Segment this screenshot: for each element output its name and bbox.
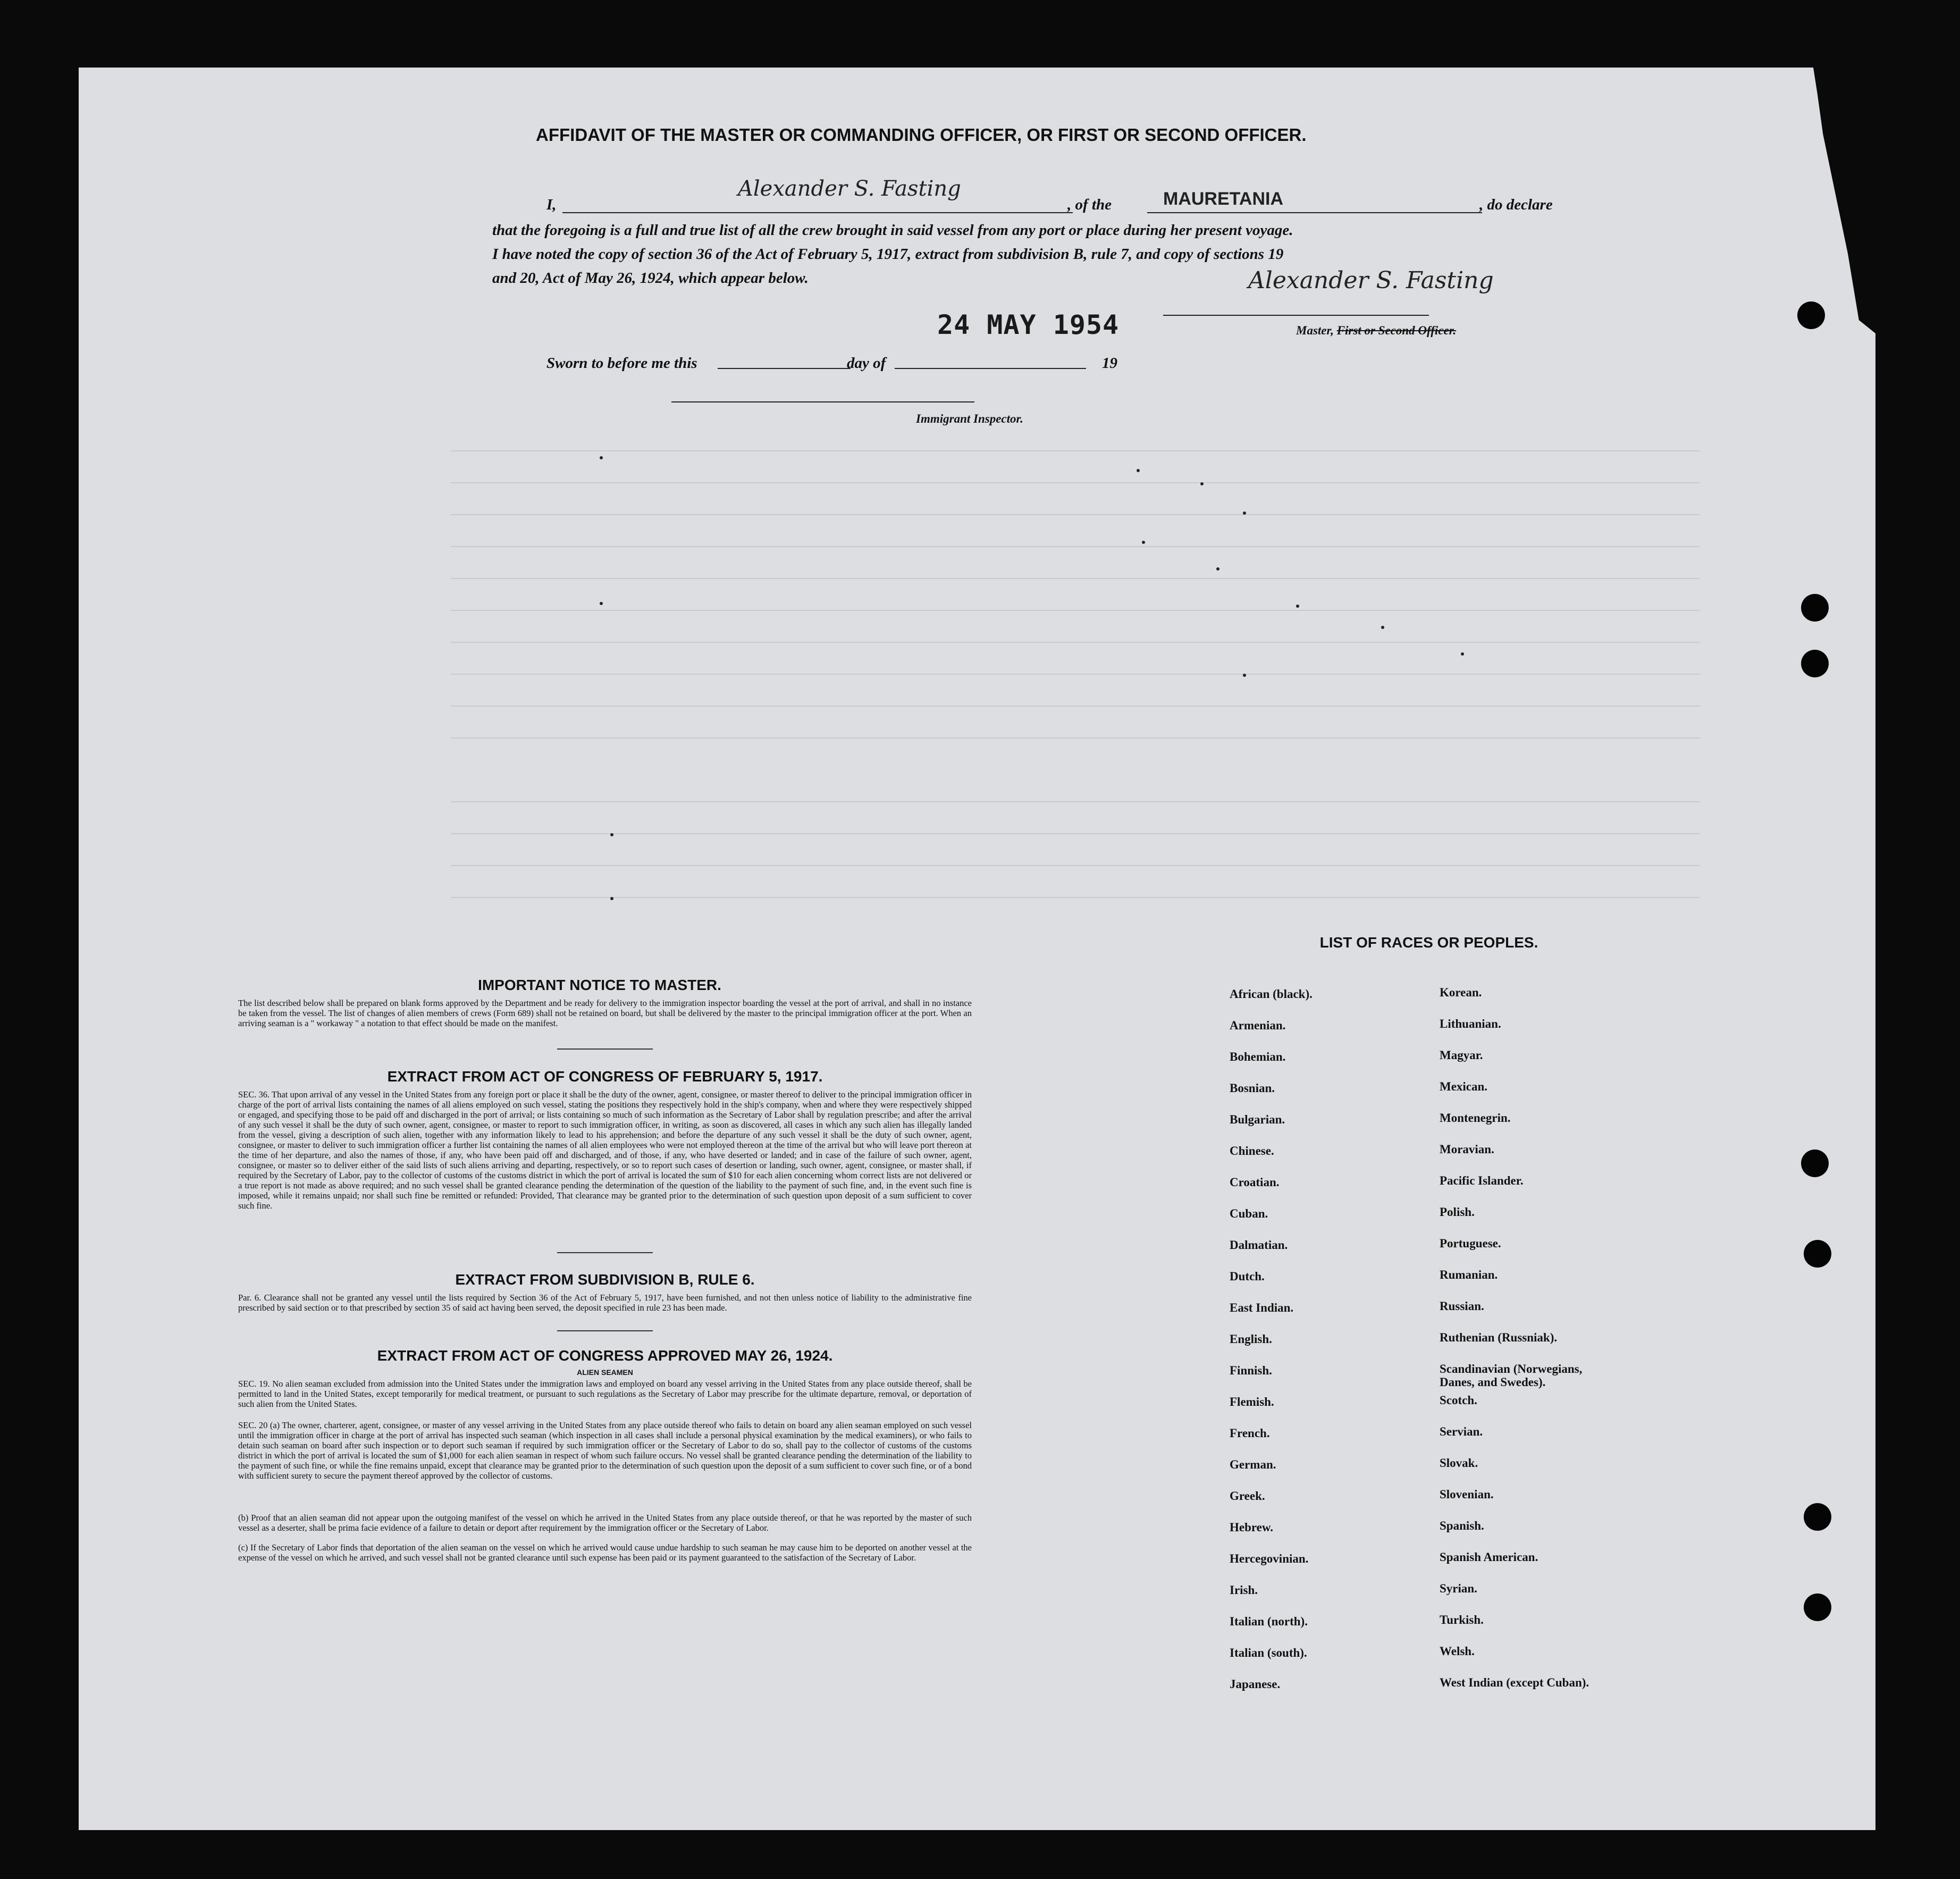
punch-hole	[1801, 650, 1829, 677]
punch-hole	[1804, 1240, 1831, 1268]
race-left-item: Greek.	[1230, 1489, 1265, 1503]
race-right-item: Rumanian.	[1440, 1268, 1498, 1281]
race-left-item: Cuban.	[1230, 1207, 1268, 1220]
extract-1924-sec20b: (b) Proof that an alien seaman did not appear upon the outgoing manifest of the vessel on which he arrived in the United States from any place outside thereof, or that he was reported by the master of such vessel as a deserter, shall be prima facie evidence of a failure to detain or deport after requirement by the immigration officer or the Secretary of Labor.	[238, 1513, 972, 1533]
race-right-item: Slovak.	[1440, 1456, 1478, 1470]
race-left-item: Irish.	[1230, 1583, 1258, 1597]
extract-1924-sec20a: SEC. 20 (a) The owner, charterer, agent, consignee, or master of any vessel arriving in the United States from any place outside thereof who fails to detain on board any alien seaman employed on such vessel until the immigration officer in charge at the port of arrival has inspected such seaman (which inspection in all cases shall include a personal physical examination by the medical examiners), or who fails to detain such seaman on board after such inspection or to deport such seaman if required by such immigration officer or the Secretary of Labor to do so, shall pay to the collector of customs of the customs district in which the port of arrival is located the sum of $1,000 for each alien seaman in respect of whom such failure occurs. No vessel shall be granted clearance pending the determination of the liability to the payment of such fine, or while the fine remains unpaid, except that clearance may be granted prior to the determination of such question upon the deposit of a sum sufficient to cover such fine, or of a bond with sufficient surety to secure the payment thereof approved by the collector of customs.	[238, 1420, 972, 1481]
date-stamp: 24 MAY 1954	[937, 309, 1120, 340]
race-left-item: Croatian.	[1230, 1176, 1280, 1189]
inspector-caption: Immigrant Inspector.	[916, 412, 1023, 425]
punch-hole	[1801, 594, 1829, 622]
race-left-item: French.	[1230, 1427, 1270, 1440]
race-left-item: Japanese.	[1230, 1677, 1281, 1691]
race-right-item: Spanish.	[1440, 1519, 1484, 1532]
race-left-item: Bosnian.	[1230, 1081, 1275, 1095]
declaration-line-2: that the foregoing is a full and true list of all the crew brought in said vessel from any port or place during her present voyage.	[492, 222, 1293, 239]
alien-seamen-subheading: ALIEN SEAMEN	[577, 1368, 633, 1377]
punch-hole	[1797, 301, 1825, 329]
declaration-line-3: I have noted the copy of section 36 of the Act of February 5, 1917, extract from subdivision B, rule 7, and copy of sections 19	[492, 246, 1284, 263]
race-left-item: Hebrew.	[1230, 1521, 1273, 1534]
punch-hole	[1804, 1503, 1831, 1531]
extract-1917-heading: EXTRACT FROM ACT OF CONGRESS OF FEBRUARY 5, 1917.	[387, 1068, 823, 1085]
race-right-item: Servian.	[1440, 1425, 1483, 1438]
signer-name: Alexander S. Fasting	[738, 177, 961, 201]
race-right-item: Syrian.	[1440, 1582, 1477, 1595]
race-right-item: Mexican.	[1440, 1080, 1488, 1093]
torn-corner	[1737, 68, 1875, 333]
subdivision-b-heading: EXTRACT FROM SUBDIVISION B, RULE 6.	[455, 1271, 755, 1288]
race-right-item: Lithuanian.	[1440, 1017, 1501, 1030]
race-left-item: Finnish.	[1230, 1364, 1272, 1377]
declaration-i: I,	[546, 196, 557, 213]
race-right-item: West Indian (except Cuban).	[1440, 1676, 1589, 1689]
declaration-line-4: and 20, Act of May 26, 1924, which appear below.	[492, 270, 809, 287]
race-right-item: Turkish.	[1440, 1613, 1484, 1626]
race-right-item: Ruthenian (Russniak).	[1440, 1331, 1558, 1344]
declaration-do-declare: , do declare	[1479, 196, 1553, 213]
extract-1917-text: SEC. 36. That upon arrival of any vessel in the United States from any foreign port or place it shall be the duty of the owner, agent, consignee, or master thereof to deliver to the principal immigration officer in charge of the port of arrival lists containing the names of all aliens employed on such vessel, stating the positions they respectively hold in the ship's company, when and where they were respectively shipped or engaged, and specifying those to be paid off and discharged in the port of arrival; or lists containing so much of such information as the Secretary of Labor shall by regulation prescribe; and after the arrival of any such vessel it shall be the duty of such owner, agent, consignee, or master to report to such immigration officer, in writing, as soon as discovered, all cases in which any such alien has illegally landed from the vessel, giving a description of such alien, together with any information likely to lead to his apprehension; and before the departure of any such vessel it shall be the duty of such owner, agent, consignee, or master to deliver to such immigration officer a further list containing the names of all alien employees who were not employed thereon at the time of the arrival but who will leave port thereon at the time of her departure, and also the names of those, if any, who have been paid off and discharged, and of those, if any, who have deserted or landed; and in case of the failure of such owner, agent, consignee, or master so to deliver either of the said lists of such aliens arriving and departing, respectively, or so to report such cases of desertion or landing, such owner, agent, consignee, or master shall, if required by the Secretary of Labor, pay to the collector of customs of the customs district in which the port of arrival is located the sum of $10 for each alien concerning whom correct lists are not delivered or a true report is not made as above required; and no such vessel shall be granted clearance pending the determination of the question of the liability to the payment of such fine, and, in the event such fine is imposed, while it remains unpaid; nor shall such fine be remitted or refunded: Provided, That clearance may be granted prior to the determination of such question upon deposit of a sum sufficient to cover such fine.	[238, 1089, 972, 1211]
race-left-item: Dutch.	[1230, 1270, 1265, 1283]
race-right-item: Montenegrin.	[1440, 1111, 1511, 1125]
punch-hole	[1801, 1150, 1829, 1177]
master-signature: Alexander S. Fasting	[1248, 267, 1494, 294]
race-right-item: Scandinavian (Norwegians, Danes, and Swedes).	[1440, 1362, 1583, 1389]
race-right-item: Portuguese.	[1440, 1237, 1501, 1250]
race-left-item: Armenian.	[1230, 1019, 1286, 1032]
notice-text: The list described below shall be prepared on blank forms approved by the Department and be ready for delivery to the immigration inspector boarding the vessel at the port of arrival, and shall in no instance be taken from the vessel. The list of changes of alien members of crews (Form 689) shall not be retained on board, but shall be delivered by the master to the principal immigration officer at the port. When an arriving seaman is a " workaway " a notation to that effect should be made on the manifest.	[238, 998, 972, 1028]
race-right-item: Korean.	[1440, 986, 1482, 999]
master-caption: Master, First or Second Officer.	[1296, 324, 1457, 337]
race-left-item: Bohemian.	[1230, 1050, 1286, 1063]
race-right-item: Polish.	[1440, 1205, 1475, 1219]
race-left-item: Flemish.	[1230, 1395, 1274, 1408]
document-sheet	[79, 68, 1875, 1830]
race-left-item: Italian (south).	[1230, 1646, 1307, 1659]
declaration-of-the: , of the	[1067, 196, 1112, 213]
sworn-text: Sworn to before me this	[546, 355, 697, 372]
race-right-item: Scotch.	[1440, 1394, 1477, 1407]
affidavit-title: AFFIDAVIT OF THE MASTER OR COMMANDING OFFICER, OR FIRST OR SECOND OFFICER.	[536, 125, 1307, 145]
notice-heading: IMPORTANT NOTICE TO MASTER.	[478, 977, 721, 993]
race-right-item: Magyar.	[1440, 1048, 1483, 1062]
year-prefix: 19	[1102, 355, 1117, 372]
subdivision-b-text: Par. 6. Clearance shall not be granted any vessel until the lists required by Section 36 of the Act of February 5, 1917, have been furnished, and not then unless notice of liability to the administrative fine prescribed by said section or to that prescribed by section 35 of said act having been served, the deposit specified in rule 23 has been made.	[238, 1293, 972, 1313]
race-right-item: Russian.	[1440, 1299, 1484, 1313]
race-right-item: Pacific Islander.	[1440, 1174, 1524, 1187]
extract-1924-sec20c: (c) If the Secretary of Labor finds that deportation of the alien seaman on the vessel on which he arrived would cause undue hardship to such seaman he may cause him to be deported on another vessel at the expense of the vessel on which he arrived, and such vessel shall not be granted clearance until such expense has been paid or its payment guaranteed to the satisfaction of the Secretary of Labor.	[238, 1542, 972, 1563]
race-left-item: Chinese.	[1230, 1144, 1274, 1157]
extract-1924-heading: EXTRACT FROM ACT OF CONGRESS APPROVED MAY 26, 1924.	[377, 1347, 833, 1364]
races-heading: LIST OF RACES OR PEOPLES.	[1319, 934, 1538, 951]
race-right-item: Slovenian.	[1440, 1488, 1494, 1501]
race-left-item: German.	[1230, 1458, 1276, 1471]
race-left-item: African (black).	[1230, 987, 1313, 1001]
race-left-item: English.	[1230, 1332, 1272, 1346]
race-right-item: Welsh.	[1440, 1645, 1475, 1658]
race-left-item: Dalmatian.	[1230, 1238, 1288, 1252]
race-left-item: Hercegovinian.	[1230, 1552, 1309, 1565]
race-left-item: East Indian.	[1230, 1301, 1294, 1314]
vessel-name: MAURETANIA	[1163, 189, 1284, 209]
race-right-item: Spanish American.	[1440, 1550, 1538, 1564]
extract-1924-sec19: SEC. 19. No alien seaman excluded from admission into the United States under the immigration laws and employed on board any vessel arriving in the United States from any place outside thereof, shall be permitted to land in the United States, except temporarily for medical treatment, or pursuant to such regulations as the Secretary of Labor may prescribe for the ultimate departure, removal, or deportation of such alien from the United States.	[238, 1379, 972, 1409]
race-right-item: Moravian.	[1440, 1143, 1494, 1156]
race-left-item: Italian (north).	[1230, 1615, 1308, 1628]
day-of-text: day of	[847, 355, 886, 372]
punch-hole	[1804, 1593, 1831, 1621]
race-left-item: Bulgarian.	[1230, 1113, 1285, 1126]
